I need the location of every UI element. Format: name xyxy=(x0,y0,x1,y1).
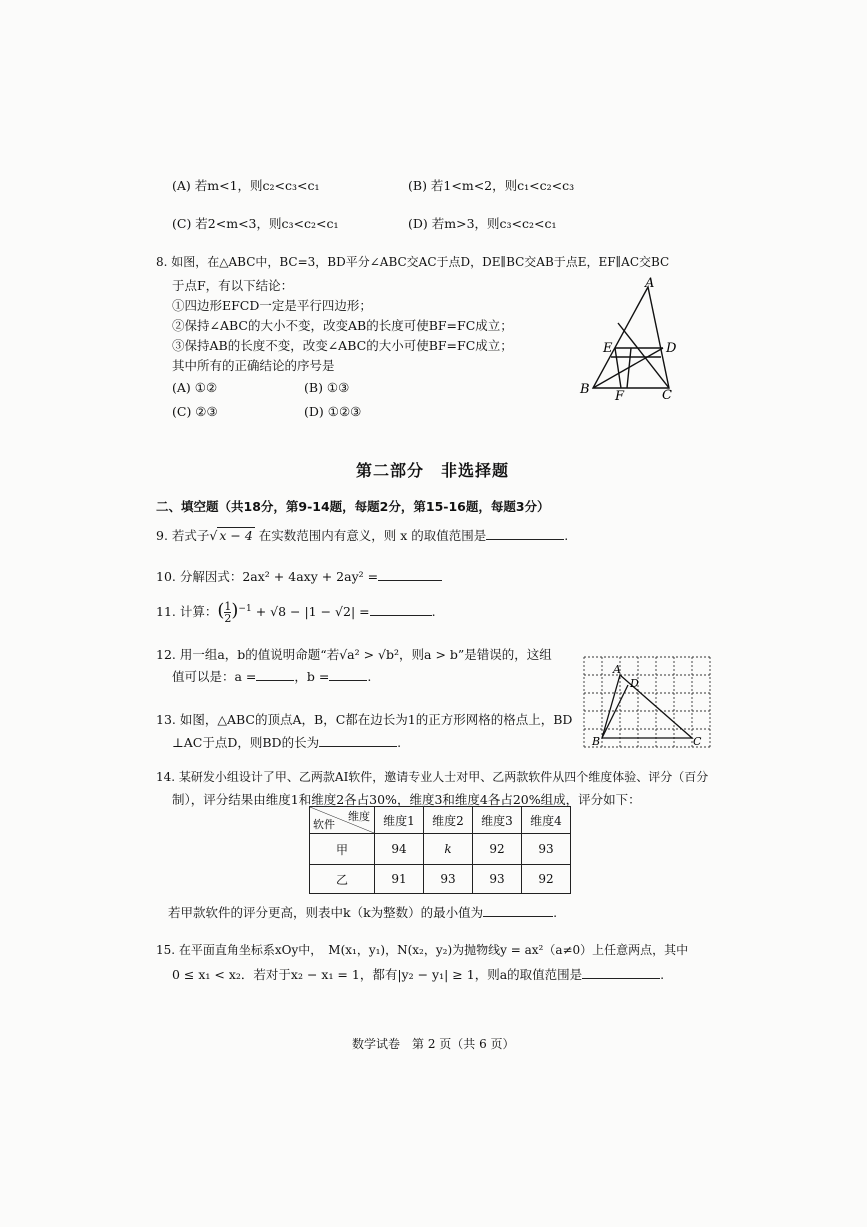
q8-option-a: (A) ①② xyxy=(172,380,218,395)
label-a: A xyxy=(613,663,621,676)
q14-score-table xyxy=(309,806,571,894)
q8-line1: 8. 如图，在△ABC中，BC=3，BD平分∠ABC交AC于点D，DE∥BC交AB于点E，EF∥AC交BC xyxy=(156,255,670,269)
q12-line1: 12. 用一组a，b的值说明命题“若√a² > √b²，则a > b”是错误的，这组 xyxy=(156,647,552,662)
triangle-abc xyxy=(602,675,692,738)
q13-line2: ⊥AC于点D，则BD的长为 . xyxy=(172,735,402,750)
label-d: D xyxy=(666,341,677,356)
table-cell: 92 xyxy=(522,865,571,894)
table-row xyxy=(310,834,571,865)
q12-a-label: 值可以是：a = xyxy=(172,669,257,684)
table-header-row xyxy=(310,807,571,834)
row-label: 乙 xyxy=(310,865,375,894)
header-cell: 维度3 xyxy=(473,807,522,834)
label-c: C xyxy=(693,735,702,748)
q8-option-c: (C) ②③ xyxy=(172,404,218,419)
table-row xyxy=(310,865,571,894)
label-d: D xyxy=(630,677,639,690)
q11: 11. 计算：( $\frac{1}{2}$ )$^{-1}$ + √8 − |1 − √2| = . xyxy=(156,600,436,625)
q13-grid-figure xyxy=(582,655,714,751)
header-cell: 维度1 xyxy=(375,807,424,834)
q8-triangle-figure xyxy=(575,275,695,405)
table-cell: 91 xyxy=(375,865,424,894)
q8-conclusion-1: ①四边形EFCD一定是平行四边形； xyxy=(172,298,372,313)
q11-mid: + √8 − |1 − √2| = xyxy=(255,604,370,619)
table-cell: 93 xyxy=(473,865,522,894)
q12-b-label: ，b = xyxy=(294,669,330,684)
q14-line1: 14. 某研发小组设计了甲、乙两款AI软件，邀请专业人士对甲、乙两款软件从四个维度体验、评分（百分 xyxy=(156,770,709,784)
segment-ef xyxy=(615,348,621,388)
q7-option-d: (D) 若m>3，则c₃<c₂<c₁ xyxy=(408,216,557,231)
q8-conclusion-2: ②保持∠ABC的大小不变，改变AB的长度可使BF=FC成立； xyxy=(172,318,513,333)
q12-b-blank[interactable] xyxy=(329,668,367,681)
part2-title: 第二部分 非选择题 xyxy=(356,461,510,480)
section2-title: 二、填空题（共18分，第9-14题，每题2分，第15-16题，每题3分） xyxy=(156,499,550,514)
line-aux-1 xyxy=(618,323,669,388)
q10-answer-blank[interactable] xyxy=(378,568,442,581)
q13-answer-blank[interactable] xyxy=(319,734,397,747)
corner-top: 维度 xyxy=(348,810,370,823)
q14-line2: 制），评分结果由维度1和维度2各占30%，维度3和维度4各占20%组成，评分如下： xyxy=(172,792,641,807)
header-cell: 维度2 xyxy=(424,807,473,834)
q13-line2-text: ⊥AC于点D，则BD的长为 xyxy=(172,735,320,750)
q15-line2-text: 0 ≤ x₁ < x₂．若对于x₂ − x₁ = 1，都有|y₂ − y₁| ≥ 1，则a的取值范围是 xyxy=(172,967,583,982)
q9: 9. 若式子√ x − 4 在实数范围内有意义，则 x 的取值范围是 . xyxy=(156,528,569,543)
q11-answer-blank[interactable] xyxy=(370,603,432,616)
q10-text: 10. 分解因式：2ax² + 4axy + 2ay² = xyxy=(156,569,379,584)
q9-radicand: x − 4 xyxy=(219,528,253,543)
label-c: C xyxy=(662,388,672,403)
q15-line2: 0 ≤ x₁ < x₂．若对于x₂ − x₁ = 1，都有|y₂ − y₁| ≥ 1，则a的取值范围是 . xyxy=(172,967,665,982)
q15-line1: 15. 在平面直角坐标系xOy中， M(x₁，y₁)，N(x₂，y₂)为抛物线y = ax²（a≠0）上任意两点，其中 xyxy=(156,943,689,957)
q9-answer-blank[interactable] xyxy=(486,527,564,540)
q15-answer-blank[interactable] xyxy=(582,966,660,979)
corner-bottom: 软件 xyxy=(313,818,335,831)
label-b: B xyxy=(592,735,601,748)
q7-option-a: (A) 若m<1，则c₂<c₃<c₁ xyxy=(172,178,320,193)
q10 xyxy=(156,567,442,585)
label-e: E xyxy=(603,341,613,356)
table-cell: 93 xyxy=(522,834,571,865)
q12-line2: 值可以是：a = ，b = . xyxy=(172,669,372,684)
header-cell: 维度4 xyxy=(522,807,571,834)
table-cell: 93 xyxy=(424,865,473,894)
label-f: F xyxy=(615,389,625,404)
q7-option-b: (B) 若1<m<2，则c₁<c₂<c₃ xyxy=(408,178,575,193)
q7-option-c: (C) 若2<m<3，则c₃<c₂<c₁ xyxy=(172,216,339,231)
q11-fraction: $\frac{1}{2}$ xyxy=(224,600,232,625)
q14-after: 若甲款软件的评分更高，则表中k（k为整数）的最小值为 . xyxy=(168,905,558,920)
q8-option-b: (B) ①③ xyxy=(304,380,350,395)
q8-ask: 其中所有的正确结论的序号是 xyxy=(172,358,335,373)
table-cell: 92 xyxy=(473,834,522,865)
q11-exponent: −1 xyxy=(238,603,252,614)
q14-after-text: 若甲款软件的评分更高，则表中k（k为整数）的最小值为 xyxy=(168,905,484,920)
table-cell: k xyxy=(424,834,473,865)
label-b: B xyxy=(580,382,590,397)
q8-conclusion-3: ③保持AB的长度不变，改变∠ABC的大小可使BF=FC成立； xyxy=(172,338,513,353)
corner-cell xyxy=(310,807,375,834)
row-label: 甲 xyxy=(310,834,375,865)
q11-pre: 11. 计算： xyxy=(156,604,218,619)
q8-option-d: (D) ①②③ xyxy=(304,404,362,419)
q14-answer-blank[interactable] xyxy=(483,904,553,917)
table-cell: 94 xyxy=(375,834,424,865)
page-footer: 数学试卷 第 2 页（共 6 页） xyxy=(352,1037,515,1051)
q13-line1: 13. 如图，△ABC的顶点A，B，C都在边长为1的正方形网格的格点上，BD xyxy=(156,712,573,727)
q8-line2: 于点F，有以下结论： xyxy=(172,278,294,293)
label-a: A xyxy=(645,276,655,291)
q9-post: 在实数范围内有意义，则 x 的取值范围是 xyxy=(258,528,487,543)
q12-a-blank[interactable] xyxy=(256,668,294,681)
q9-pre: 9. 若式子 xyxy=(156,528,210,543)
